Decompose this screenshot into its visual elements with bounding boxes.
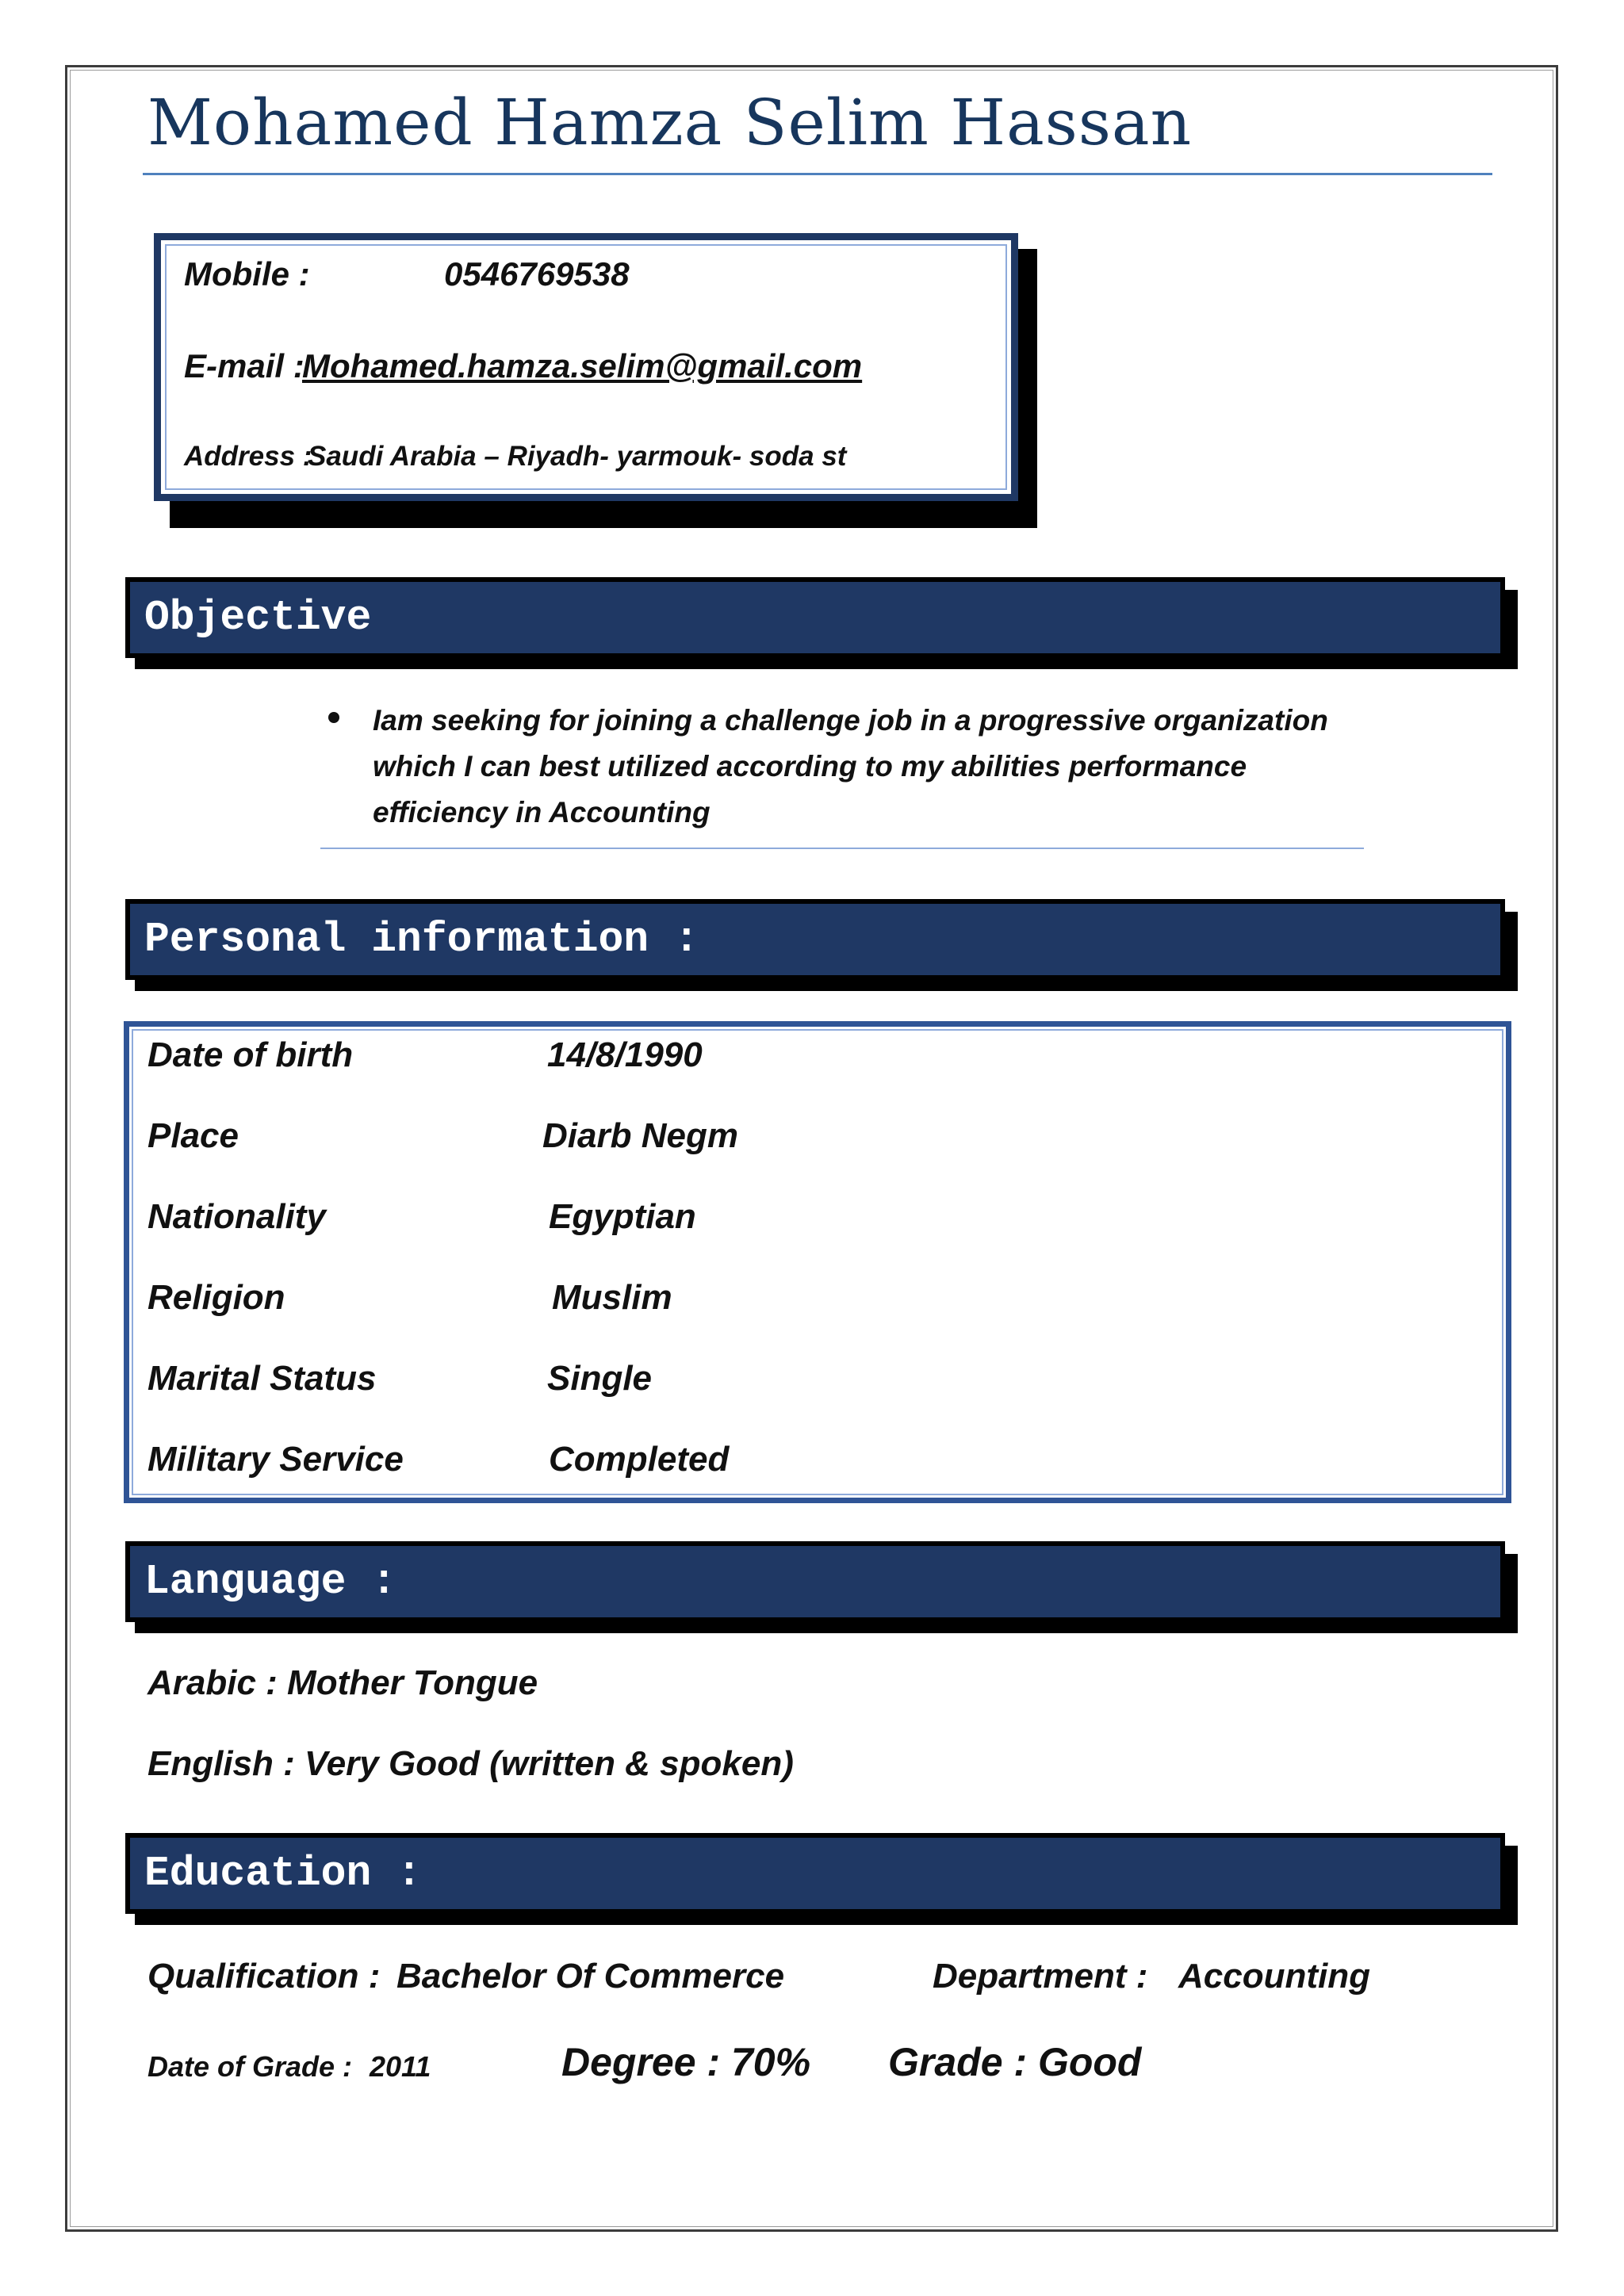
language-item-arabic: Arabic : Mother Tongue — [147, 1663, 538, 1702]
address-value: Saudi Arabia – Riyadh- yarmouk- soda st — [308, 441, 847, 472]
email-label: E-mail : — [184, 347, 304, 385]
grade-text: Grade : Good — [888, 2040, 1142, 2084]
place-value: Diarb Negm — [542, 1116, 738, 1155]
address-label: Address : — [184, 441, 312, 472]
personal-info-box-inner — [132, 1029, 1503, 1495]
degree-text: Degree : 70% — [561, 2040, 811, 2084]
department-label: Department : — [933, 1957, 1148, 1996]
name-divider — [143, 173, 1492, 175]
religion-value: Muslim — [552, 1278, 672, 1317]
religion-label: Religion — [147, 1278, 285, 1317]
education-header — [125, 1833, 1505, 1914]
candidate-name: Mohamed Hamza Selim Hassan — [147, 86, 1193, 159]
objective-heading: Objective — [144, 594, 372, 641]
place-label: Place — [147, 1116, 239, 1155]
objective-header — [125, 577, 1505, 658]
nationality-value: Egyptian — [549, 1197, 696, 1236]
language-heading: Language : — [144, 1558, 397, 1605]
marital-status-value: Single — [547, 1359, 653, 1398]
email-link[interactable]: Mohamed.hamza.selim@gmail.com — [302, 347, 863, 385]
date-of-grade-label: Date of Grade : — [147, 2050, 353, 2083]
nationality-label: Nationality — [147, 1197, 326, 1236]
qualification-label: Qualification : — [147, 1957, 381, 1996]
dob-value: 14/8/1990 — [547, 1035, 703, 1074]
qualification-value: Bachelor Of Commerce — [396, 1957, 785, 1996]
date-of-grade-value: 2011 — [370, 2050, 431, 2083]
mobile-value: 0546769538 — [444, 255, 630, 293]
bullet-icon — [328, 712, 339, 723]
objective-divider — [320, 848, 1364, 849]
language-header — [125, 1541, 1505, 1622]
mobile-label: Mobile : — [184, 255, 310, 293]
dob-label: Date of birth — [147, 1035, 354, 1074]
marital-status-label: Marital Status — [147, 1359, 377, 1398]
military-service-value: Completed — [549, 1440, 730, 1479]
department-value: Accounting — [1178, 1957, 1370, 1996]
military-service-label: Military Service — [147, 1440, 404, 1479]
language-item-english: English : Very Good (written & spoken) — [147, 1744, 794, 1783]
personal-header — [125, 899, 1505, 980]
education-heading: Education : — [144, 1850, 422, 1897]
personal-heading: Personal information : — [144, 916, 699, 963]
objective-text: Iam seeking for joining a challenge job in a progressive organization which I can best utilized according to my abilities performance efficiency in Accounting — [373, 704, 1328, 828]
